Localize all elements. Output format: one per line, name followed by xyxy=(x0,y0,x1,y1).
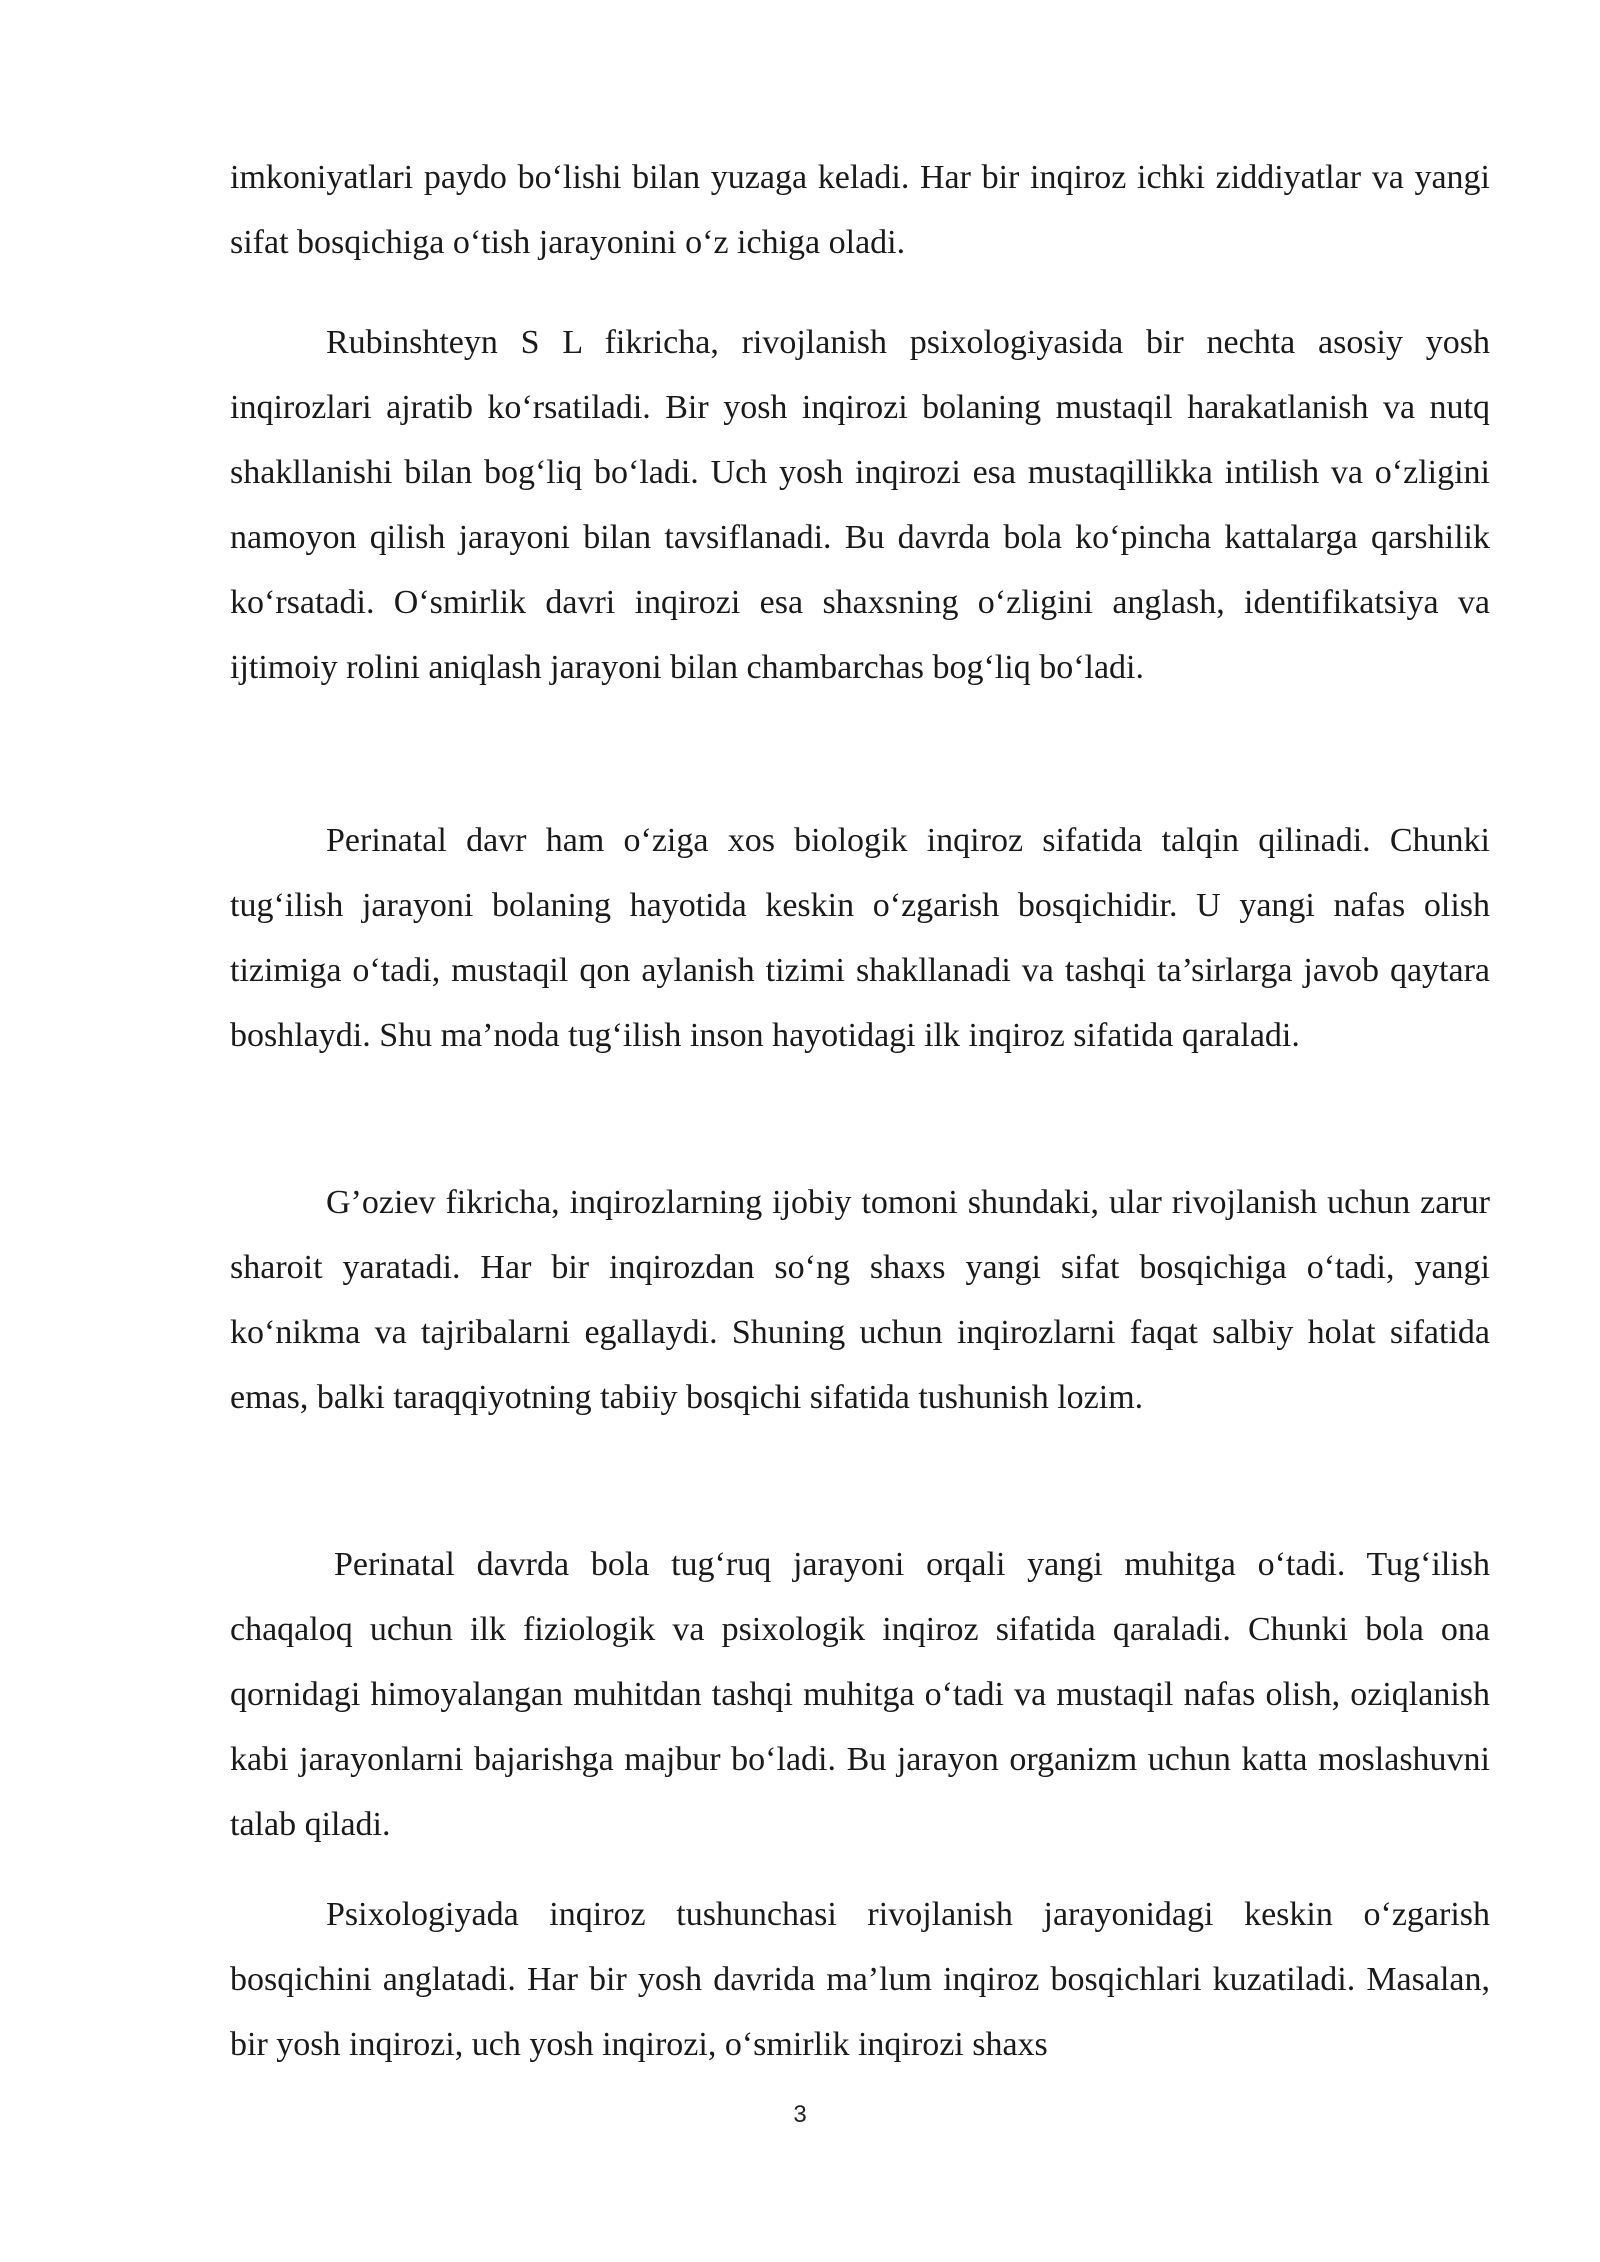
paragraph-continuation: imkoniyatlari paydo bo‘lishi bilan yuzaga keladi. Har bir inqiroz ichki ziddiyatlar va yangi sifat bosqichiga o‘tish jarayonini o‘z ichiga oladi. xyxy=(230,159,1490,261)
paragraph-perinatal-birth: Perinatal davrda bola tug‘ruq jarayoni orqali yangi muhitga o‘tadi. Tug‘ilish chaqaloq uchun ilk fiziologik va psixologik inqiroz sifatida qaraladi. Chunki bola ona qornidagi himoyalangan muhitdan tashqi muhitga o‘tadi va mustaqil nafas olish, oziqlanish kabi jarayonlarni bajarishga majbur bo‘ladi. Bu jarayon organizm uchun katta moslashuvni talab qiladi. xyxy=(230,1546,1490,1843)
paragraph-goziev: G’oziev fikricha, inqirozlarning ijobiy tomoni shundaki, ular rivojlanish uchun zarur sharoit yaratadi. Har bir inqirozdan so‘ng shaxs yangi sifat bosqichiga o‘tadi, yangi ko‘nikma va tajribalarni egallaydi. Shuning uchun inqirozlarni faqat salbiy holat sifatida emas, balki taraqqiyotning tabiiy bosqichi sifatida tushunish lozim. xyxy=(230,1184,1490,1416)
page-number: 3 xyxy=(793,2101,807,2128)
paragraph-perinatal-biological: Perinatal davr ham o‘ziga xos biologik inqiroz sifatida talqin qilinadi. Chunki tug‘ilish jarayoni bolaning hayotida keskin o‘zgarish bosqichidir. U yangi nafas olish tizimiga o‘tadi, mustaqil qon aylanish tizimi shakllanadi va tashqi ta’sirlarga javob qaytara boshlaydi. Shu ma’noda tug‘ilish inson hayotidagi ilk inqiroz sifatida qaraladi. xyxy=(230,822,1490,1054)
paragraph-psychology-crisis: Psixologiyada inqiroz tushunchasi rivojlanish jarayonidagi keskin o‘zgarish bosqichini anglatadi. Har bir yosh davrida ma’lum inqiroz bosqichlari kuzatiladi. Masalan, bir yosh inqirozi, uch yosh inqirozi, o‘smirlik inqirozi shaxs xyxy=(230,1896,1490,2063)
paragraph-rubinshteyn: Rubinshteyn S L fikricha, rivojlanish psixologiyasida bir nechta asosiy yosh inqirozlari ajratib ko‘rsatiladi. Bir yosh inqirozi bolaning mustaqil harakatlanish va nutq shakllanishi bilan bog‘liq bo‘ladi. Uch yosh inqirozi esa mustaqillikka intilish va o‘zligini namoyon qilish jarayoni bilan tavsiflanadi. Bu davrda bola ko‘pincha kattalarga qarshilik ko‘rsatadi. O‘smirlik davri inqirozi esa shaxsning o‘zligini anglash, identifikatsiya va ijtimoiy rolini aniqlash jarayoni bilan chambarchas bog‘liq bo‘ladi. xyxy=(230,324,1490,686)
